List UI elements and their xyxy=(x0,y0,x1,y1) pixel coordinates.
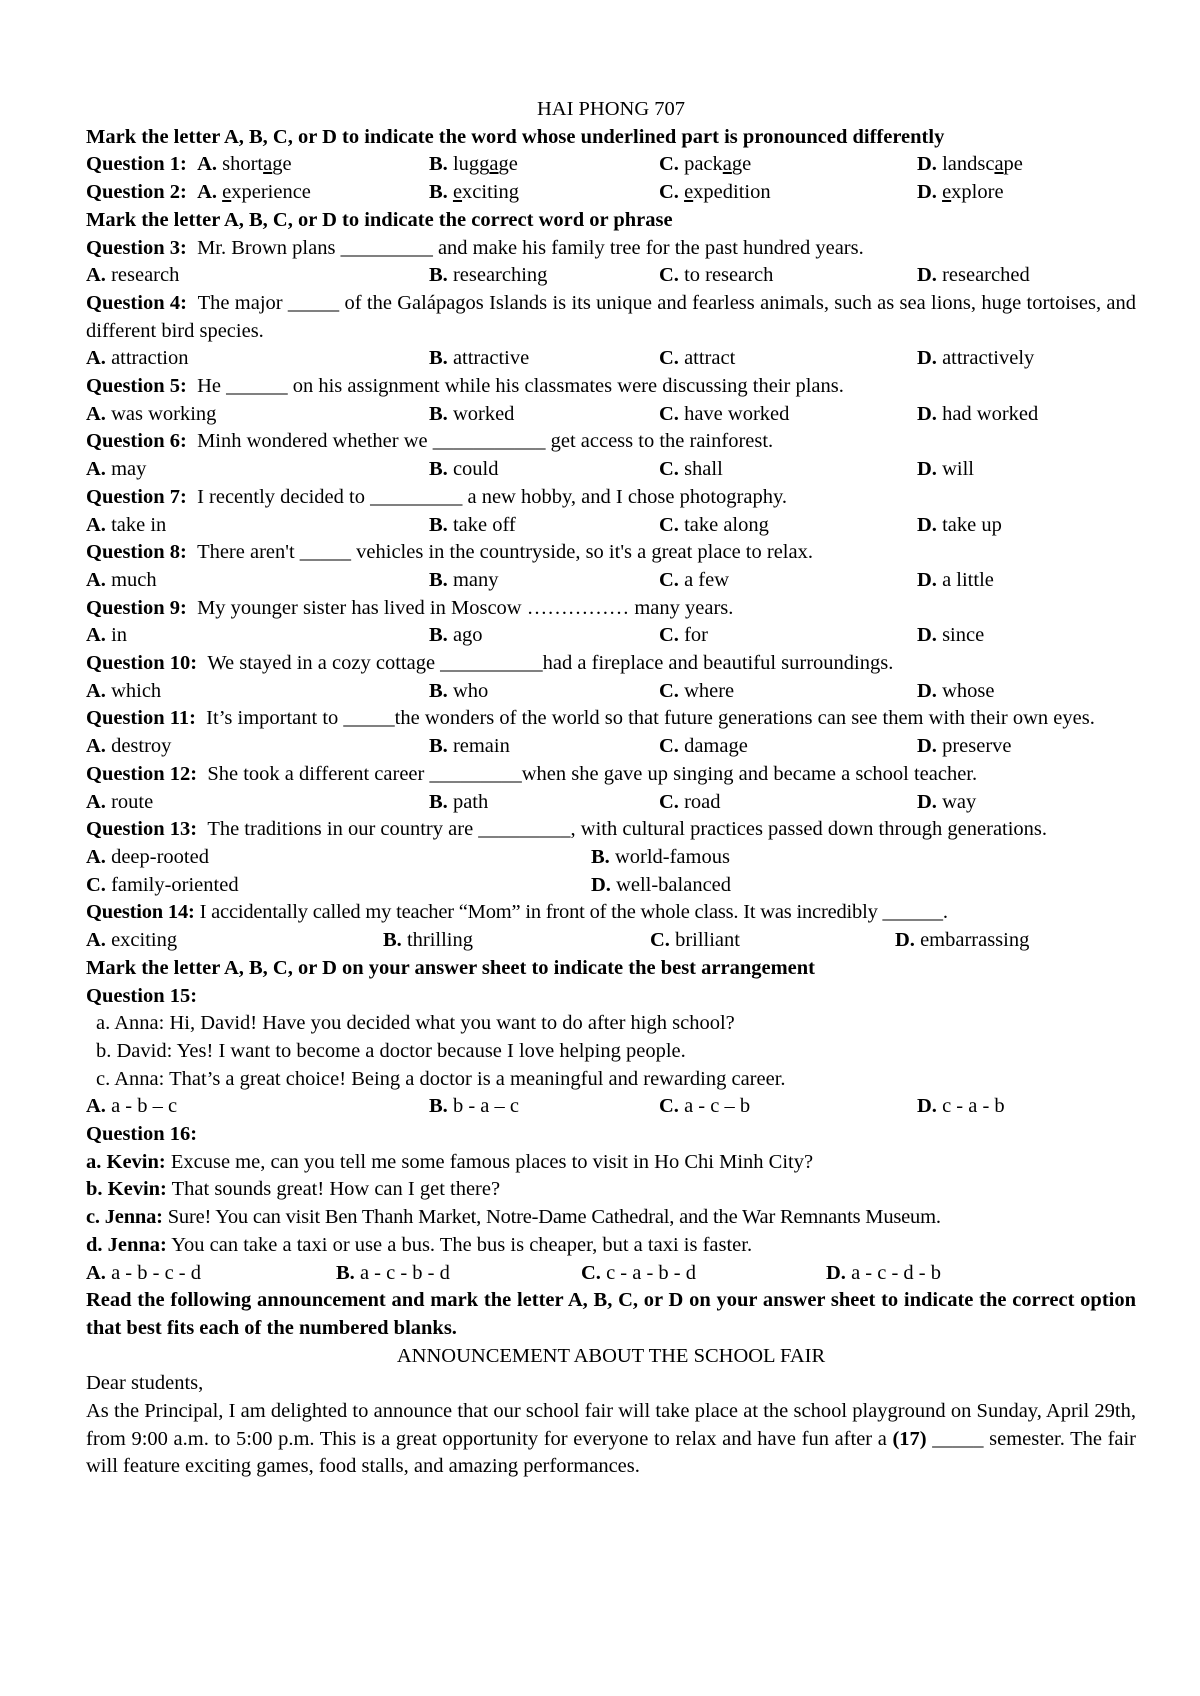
question-stem xyxy=(86,235,1136,263)
dialogue-line: d. Jenna: You can take a taxi or use a bus. The bus is cheaper, but a taxi is faster. xyxy=(86,1233,753,1256)
question-label: Question 7: xyxy=(86,485,187,508)
question-options xyxy=(86,512,1136,540)
section-vocabulary: Mark the letter A, B, C, or D to indicate the correct word or phrase xyxy=(86,208,673,231)
question-options xyxy=(86,345,1136,373)
question-label: Question 3: xyxy=(86,236,187,259)
option-d: D. way xyxy=(917,790,977,813)
option-a: A. was working xyxy=(86,402,217,425)
option-b: B. worked xyxy=(429,402,515,425)
dialogue-line: b. Kevin: That sounds great! How can I get there? xyxy=(86,1178,501,1201)
dialogue-line: b. David: Yes! I want to become a doctor because I love helping people. xyxy=(96,1039,686,1062)
question-options xyxy=(86,567,1136,595)
announcement-title: ANNOUNCEMENT ABOUT THE SCHOOL FAIR xyxy=(396,1344,826,1367)
option-b: B. researching xyxy=(429,264,548,287)
question-options xyxy=(86,456,1136,484)
option-b: B. take off xyxy=(429,513,516,536)
option-b: B. path xyxy=(429,790,489,813)
question-text: Mr. Brown plans _________ and make his family tree for the past hundred years. xyxy=(197,236,864,259)
option-a: A. in xyxy=(86,624,128,647)
option-a: A. deep-rooted xyxy=(86,845,209,868)
option-b: B. could xyxy=(429,458,499,481)
question-label: Question 4: xyxy=(86,291,187,314)
question-stem xyxy=(86,484,1136,512)
question-text: He ______ on his assignment while his classmates were discussing their plans. xyxy=(197,375,844,398)
option-a: A. attraction xyxy=(86,347,189,370)
question-text: There aren't _____ vehicles in the countryside, so it's a great place to relax. xyxy=(197,541,813,564)
question-label: Question 10: xyxy=(86,652,198,675)
option-c: C. attract xyxy=(659,347,736,370)
blank-17: (17) xyxy=(892,1427,927,1450)
option-d: D. well-balanced xyxy=(591,873,732,896)
question-stem xyxy=(86,761,1136,789)
section-arrangement: Mark the letter A, B, C, or D on your answer sheet to indicate the best arrangement xyxy=(86,956,815,979)
question-label: Question 9: xyxy=(86,596,187,619)
question-text: Minh wondered whether we ___________ get access to the rainforest. xyxy=(197,430,774,453)
question-stem xyxy=(86,595,1136,623)
option-c: C. a few xyxy=(659,568,730,591)
option-c: C. have worked xyxy=(659,402,790,425)
option-d: D. preserve xyxy=(917,735,1012,758)
question-options xyxy=(86,622,1136,650)
question-options xyxy=(86,401,1136,429)
option-c: C. shall xyxy=(659,458,723,481)
option-d: D. whose xyxy=(917,679,995,702)
option-c: C. for xyxy=(659,624,708,647)
option-d: D. will xyxy=(917,458,974,481)
worksheet-page xyxy=(86,96,1136,1481)
option-c: C. where xyxy=(659,679,735,702)
question-1: Question 1: A. shortage B. luggage C. package D. landscape xyxy=(86,153,1023,176)
question-16-options: A. a - b - c - d B. a - c - b - d C. c - a - b - d D. a - c - d - b xyxy=(86,1261,941,1284)
question-2: Question 2: A. experience B. exciting C. expedition D. explore xyxy=(86,181,1004,204)
question-options xyxy=(86,789,1136,817)
question-16-label: Question 16: xyxy=(86,1123,198,1146)
greeting: Dear students, xyxy=(86,1372,204,1395)
question-13-stem: Question 13: The traditions in our country are _________, with cultural practices passed down through generations. xyxy=(86,818,1048,841)
question-15-label: Question 15: xyxy=(86,984,198,1007)
option-c: C. family-oriented xyxy=(86,873,239,896)
option-d: D. take up xyxy=(917,513,1002,536)
question-stem xyxy=(86,650,1136,678)
question-label: Question 11: xyxy=(86,707,196,730)
option-a: A. route xyxy=(86,790,154,813)
exam-title: HAI PHONG 707 xyxy=(536,98,686,120)
dialogue-line: c. Anna: That’s a great choice! Being a doctor is a meaningful and rewarding career. xyxy=(96,1067,786,1090)
option-d: D. had worked xyxy=(917,402,1039,425)
question-label: Question 6: xyxy=(86,430,187,453)
announcement-paragraph: As the Principal, I am delighted to announce that our school fair will take place at the school playground on Sunday, April 29th, from 9:00 a.m. to 5:00 p.m. This is a great opportunity for everyone to relax and have fun after a (17) _____ semester. The fair will feature exciting games, food stalls, and amazing performances. xyxy=(86,1400,1137,1478)
option-c: C. road xyxy=(659,790,721,813)
option-a: A. destroy xyxy=(86,735,172,758)
question-label: Question 1: xyxy=(86,153,187,176)
question-stem xyxy=(86,705,1136,733)
option-c: C. to research xyxy=(659,264,774,287)
question-13-options-2 xyxy=(86,872,1136,900)
question-stem xyxy=(86,428,1136,456)
option-c: C. take along xyxy=(659,513,769,536)
question-options xyxy=(86,262,1136,290)
question-14-stem: Question 14: I accidentally called my teacher “Mom” in front of the whole class. It was incredibly ______. xyxy=(86,901,948,924)
question-14-options: A. exciting B. thrilling C. brilliant D. embarrassing xyxy=(86,929,1030,952)
question-text: The major _____ of the Galápagos Islands is its unique and fearless animals, such as sea lions, huge tortoises, and different bird species. xyxy=(86,291,1136,342)
dialogue-line: c. Jenna: Sure! You can visit Ben Thanh Market, Notre-Dame Cathedral, and the War Remnants Museum. xyxy=(86,1206,941,1229)
question-label: Question 2: xyxy=(86,181,187,204)
question-options xyxy=(86,678,1136,706)
question-label: Question 5: xyxy=(86,375,187,398)
option-a: A. which xyxy=(86,679,162,702)
option-a: A. may xyxy=(86,458,147,481)
question-text: I recently decided to _________ a new hobby, and I chose photography. xyxy=(197,485,788,508)
option-a: A. take in xyxy=(86,513,167,536)
option-b: B. who xyxy=(429,679,489,702)
option-b: B. attractive xyxy=(429,347,530,370)
option-d: D. attractively xyxy=(917,347,1035,370)
dialogue-line: a. Kevin: Excuse me, can you tell me some famous places to visit in Ho Chi Minh City? xyxy=(86,1150,814,1173)
option-d: D. since xyxy=(917,624,985,647)
question-stem xyxy=(86,539,1136,567)
dialogue-line: a. Anna: Hi, David! Have you decided what you want to do after high school? xyxy=(96,1012,735,1035)
question-label: Question 12: xyxy=(86,762,198,785)
section-pronunciation: Mark the letter A, B, C, or D to indicate the word whose underlined part is pronounced differently xyxy=(86,125,945,148)
question-text: It’s important to _____the wonders of the world so that future generations can see them with their own eyes. xyxy=(206,707,1095,730)
question-stem xyxy=(86,373,1136,401)
option-b: B. ago xyxy=(429,624,483,647)
option-b: B. world-famous xyxy=(591,845,730,868)
question-text: She took a different career _________when she gave up singing and became a school teacher. xyxy=(207,762,978,785)
option-c: C. damage xyxy=(659,735,748,758)
question-text: We stayed in a cozy cottage __________had a fireplace and beautiful surroundings. xyxy=(207,652,894,675)
question-label: Question 8: xyxy=(86,541,187,564)
option-d: D. researched xyxy=(917,264,1030,287)
option-a: A. much xyxy=(86,568,157,591)
question-13-options-1 xyxy=(86,844,1136,872)
option-a: A. research xyxy=(86,264,180,287)
section-reading: Read the following announcement and mark the letter A, B, C, or D on your answer sheet to indicate the correct option that best fits each of the numbered blanks. xyxy=(86,1289,1136,1339)
question-text: My younger sister has lived in Moscow …………… many years. xyxy=(197,596,734,619)
question-15-options: A. a - b – c B. b - a – c C. a - c – b D. c - a - b xyxy=(86,1095,1005,1118)
option-d: D. a little xyxy=(917,568,994,591)
option-b: B. remain xyxy=(429,735,510,758)
question-options xyxy=(86,733,1136,761)
option-b: B. many xyxy=(429,568,499,591)
question-list xyxy=(86,235,1136,817)
question-stem xyxy=(86,290,1136,345)
